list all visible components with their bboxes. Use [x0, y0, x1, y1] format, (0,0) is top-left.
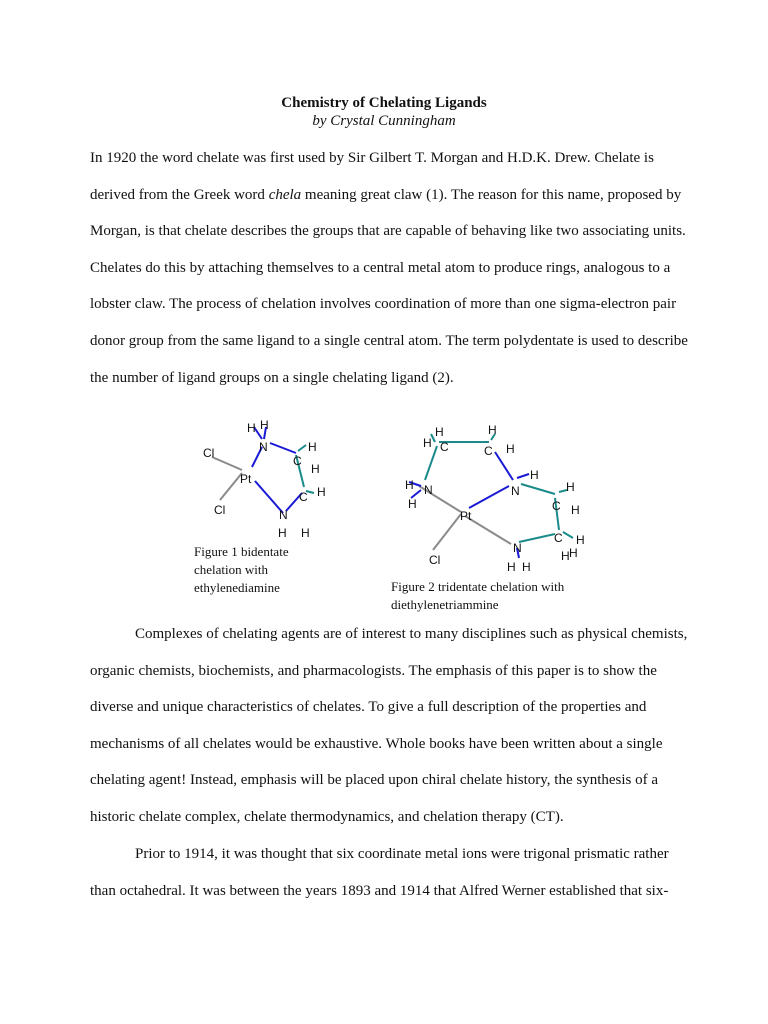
bond-pt-cl [433, 514, 461, 550]
atom-h: H [317, 485, 326, 499]
atom-c: C [484, 444, 493, 458]
atom-h: H [569, 546, 578, 560]
figure-2-caption: Figure 2 tridentate chelation with diethylenetriammine [391, 579, 565, 612]
atom-h: H [576, 533, 585, 547]
atom-h: H [311, 462, 320, 476]
bond-pt-n2 [469, 486, 509, 508]
atom-c: C [293, 454, 302, 468]
figure-1-diagram [190, 415, 340, 550]
paragraph-complexes: Complexes of chelating agents are of interest to many disciplines such as physical chemists, organic chemists, biochemists, and pharmacologists. The emphasis of this paper is to show the diverse and unique characteristics of chelates. To give a full description of the properties and mechanisms of all chelates would be exhaustive. Whole books have been written about a single chelating agent! Instead, emphasis will be placed upon chiral chelate history, the synthesis of a historic chelate complex, chelate thermodynamics, and chelation therapy (CT). [90, 626, 688, 825]
atom-cl: Cl [214, 503, 226, 517]
atom-n: N [511, 484, 520, 498]
figure-2-structure [395, 420, 600, 580]
atom-cl: Cl [429, 553, 441, 567]
atom-h: H [247, 421, 256, 435]
figure-2-diagram [395, 420, 600, 580]
paragraph-intro [90, 140, 690, 396]
atom-n: N [279, 508, 288, 522]
paragraph-intro-part1: In 1920 the word chelate was first used by Sir Gilbert T. Morgan and H.D.K. Drew. Chelate is derived from the Greek word [90, 150, 654, 203]
atom-h: H [301, 526, 310, 540]
atom-h: H [423, 436, 432, 450]
atom-h: H [260, 418, 269, 432]
bond-c4-n3 [519, 534, 555, 542]
paragraph-history: Prior to 1914, it was thought that six coordinate metal ions were trigonal prismatic rather than octahedral. It was between the years 1893 and 1914 that Alfred Werner established that six- [90, 846, 669, 899]
paper-title: Chemistry of Chelating Ligands [281, 95, 487, 111]
atom-h: H [566, 480, 575, 494]
bond-pt-cl1 [212, 457, 242, 470]
atom-c: C [440, 440, 449, 454]
atom-h: H [308, 440, 317, 454]
bond-pt-n3 [465, 516, 511, 544]
bond-n2-c2 [495, 452, 513, 480]
bond-c1-h [298, 445, 306, 451]
bond-n1-c1 [270, 443, 296, 453]
atom-pt: Pt [460, 509, 472, 523]
atom-h: H [405, 478, 414, 492]
atom-pt: Pt [240, 472, 252, 486]
paragraph-intro-italic-word: chela [268, 186, 302, 203]
atom-c: C [552, 499, 561, 513]
figure-1-structure [190, 415, 340, 550]
atom-cl: Cl [203, 446, 215, 460]
atom-h: H [408, 497, 417, 511]
atom-n: N [424, 483, 433, 497]
atom-h: H [561, 549, 570, 563]
atom-n: N [259, 440, 268, 454]
atom-n: N [513, 541, 522, 555]
atom-c: C [554, 531, 563, 545]
bond-n2-c3 [521, 484, 555, 494]
atom-c: C [299, 490, 308, 504]
atom-h: H [278, 526, 287, 540]
atom-h: H [506, 442, 515, 456]
bond-n2-h [517, 474, 529, 478]
bond-c4-h [563, 532, 573, 538]
paragraph-intro-part2: meaning great claw (1). The reason for this name, proposed by Morgan, is that chelate describes the groups that are capable of behaving like two associating units. Chelates do this by attaching themselves to a central metal atom to produce rings, analogous to a lobster claw. The process of chelation involves coordination of more than one sigma-electron pair donor group from the same ligand to a single central atom. The term polydentate is used to describe the number of ligand groups on a single chelating ligand (2). [90, 186, 688, 386]
atom-h: H [488, 423, 497, 437]
paper-byline: by Crystal Cunningham [312, 113, 456, 129]
bond-pt-cl2 [220, 473, 242, 500]
atom-h: H [571, 503, 580, 517]
atom-h: H [530, 468, 539, 482]
figure-1-caption: Figure 1 bidentate chelation with ethylenediamine [194, 544, 289, 595]
atom-h: H [435, 425, 444, 439]
atom-h: H [507, 560, 516, 574]
atom-h: H [522, 560, 531, 574]
bond-n1-c1 [425, 446, 437, 480]
